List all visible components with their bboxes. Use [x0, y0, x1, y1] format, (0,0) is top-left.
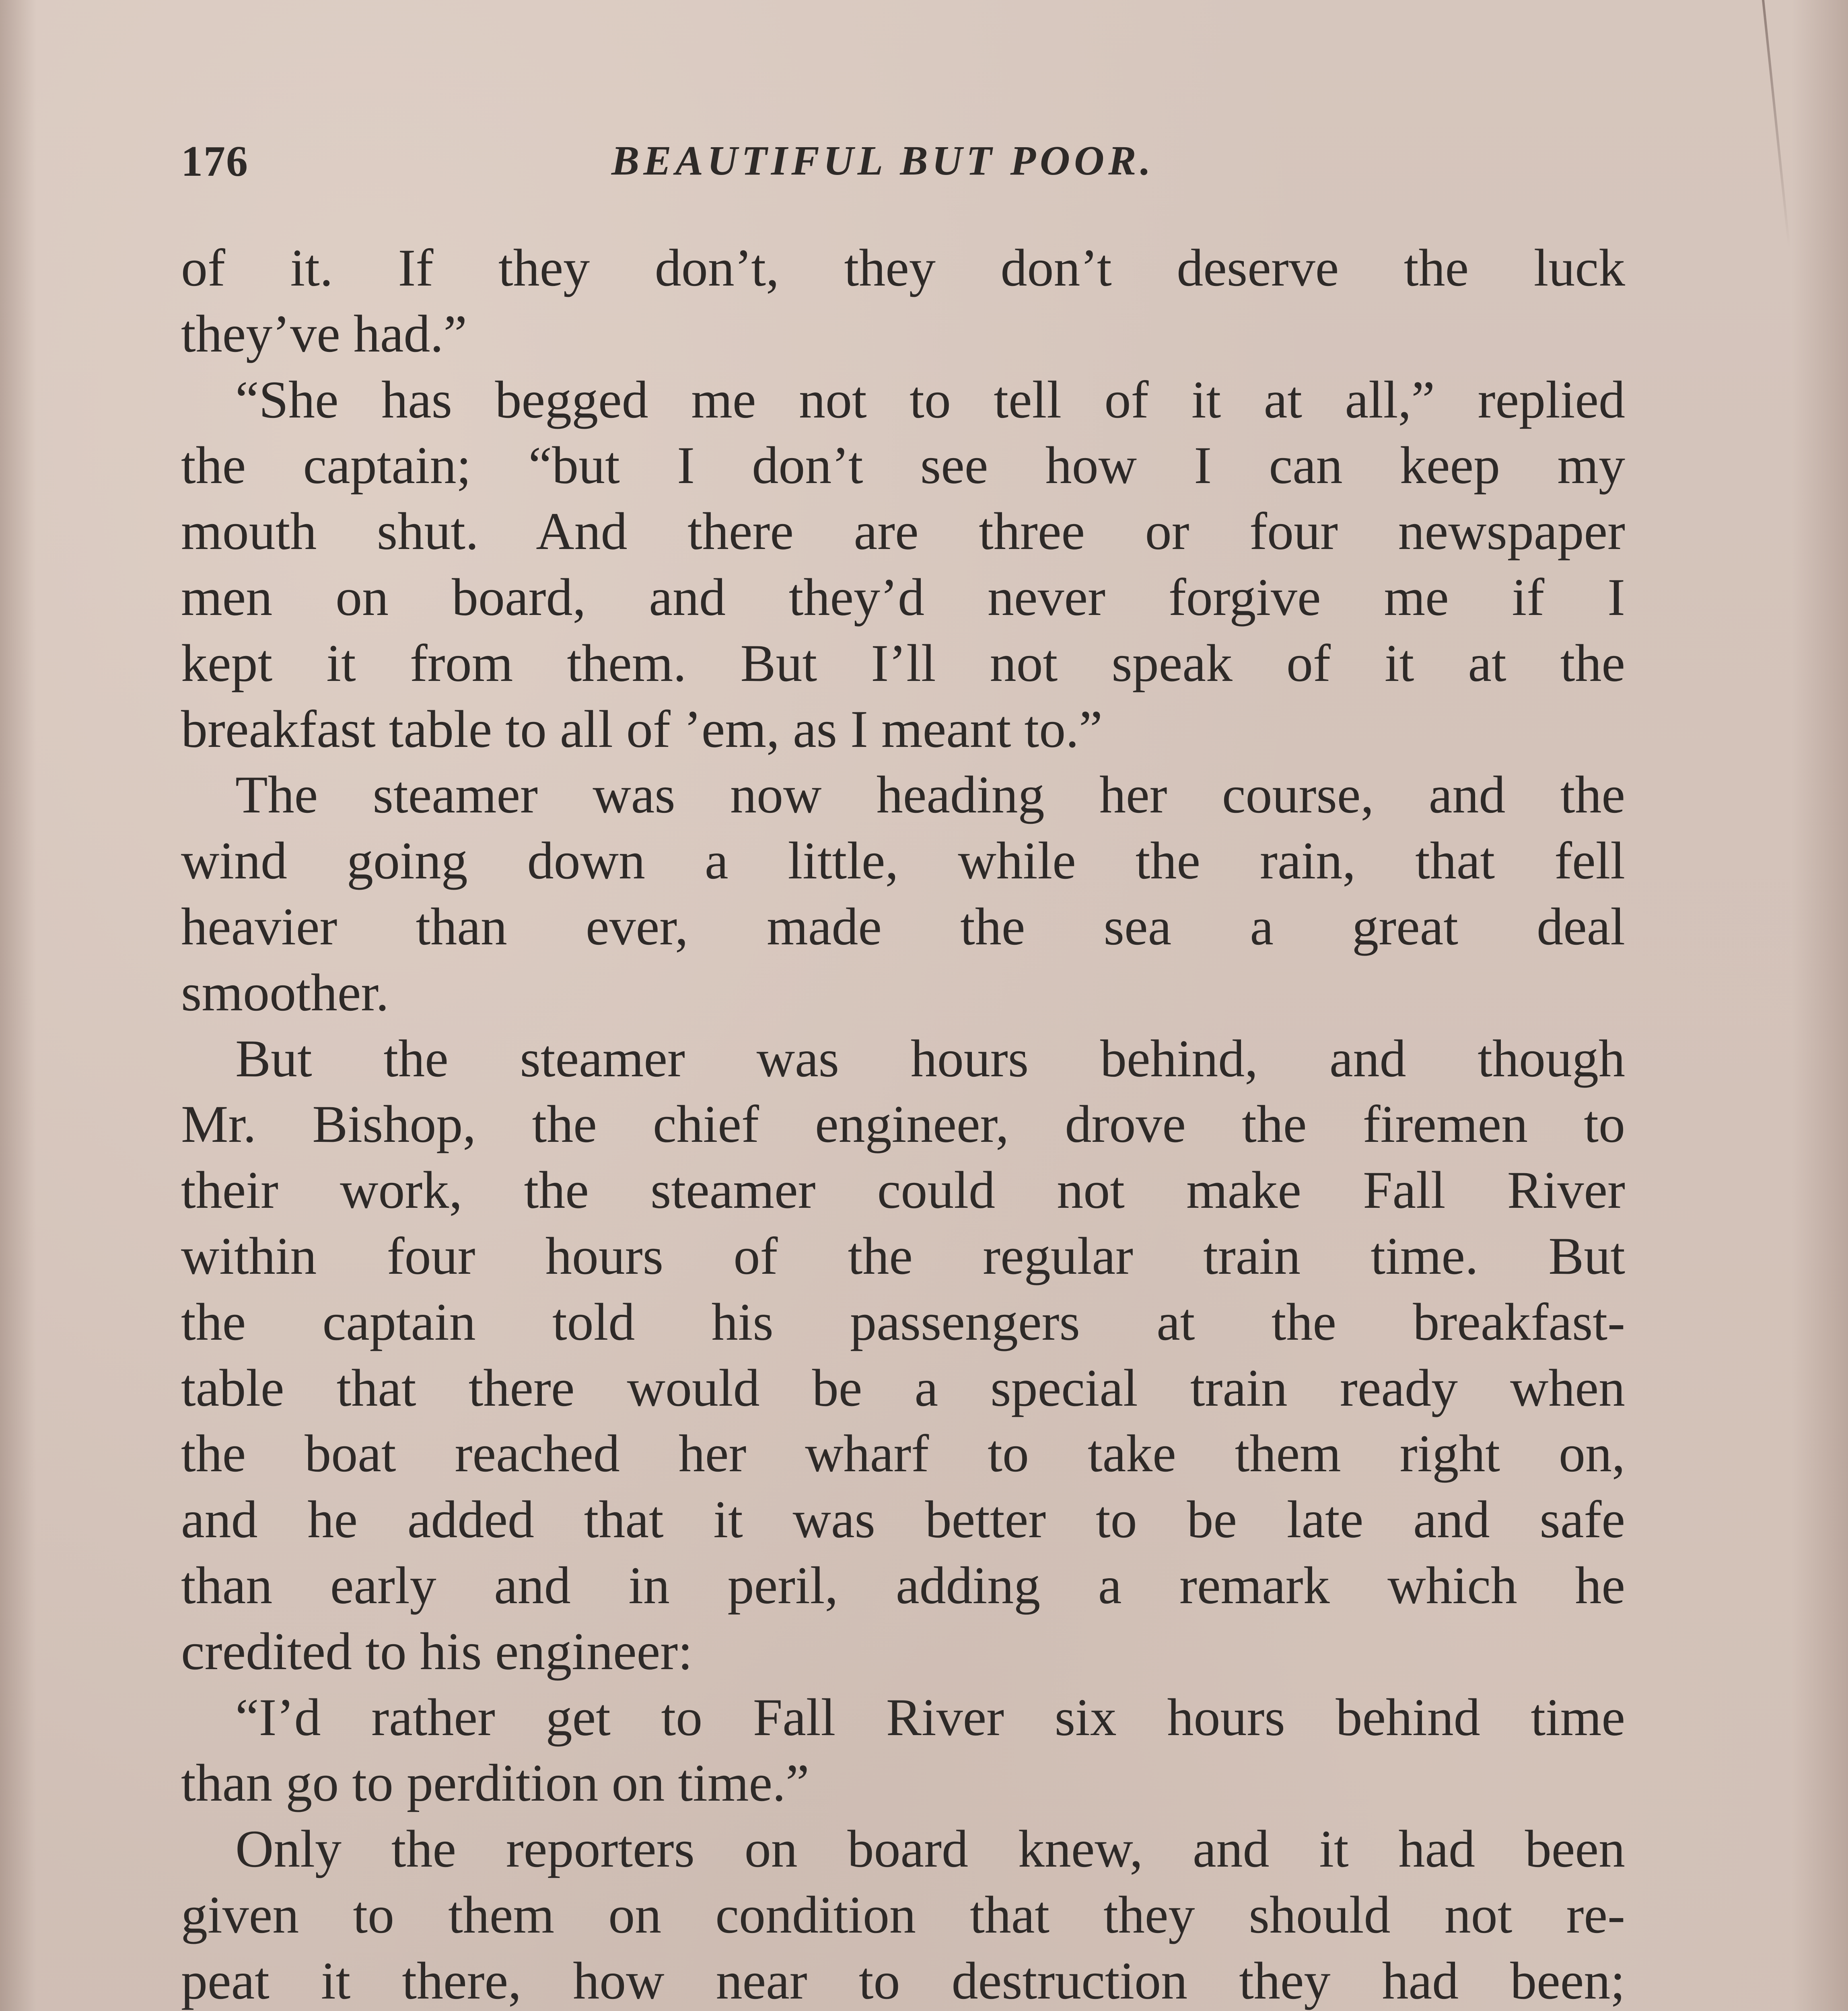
text-line: table that there would be a special train ready when: [181, 1358, 1625, 1417]
text-line: But the steamer was hours behind, and though: [235, 1028, 1625, 1088]
text-line: given to them on condition that they should not re-: [181, 1885, 1625, 1944]
text-line: than go to perdition on time.”: [181, 1753, 809, 1813]
text-line: men on board, and they’d never forgive me if I: [181, 567, 1625, 627]
text-line: “I’d rather get to Fall River six hours behind time: [235, 1687, 1625, 1747]
text-line: their work, the steamer could not make Fall River: [181, 1160, 1625, 1220]
page-header: [181, 137, 1625, 201]
text-line: the captain told his passengers at the breakfast-: [181, 1292, 1625, 1351]
running-title: BEAUTIFUL BUT POOR.: [611, 138, 1155, 184]
text-line: than early and in peril, adding a remark which he: [181, 1555, 1625, 1615]
text-line: breakfast table to all of ’em, as I meant to.”: [181, 699, 1103, 759]
page-edge-shadow-left: [0, 0, 36, 2011]
text-line: the captain; “but I don’t see how I can keep my: [181, 436, 1625, 495]
text-line: kept it from them. But I’ll not speak of it at the: [181, 633, 1625, 693]
text-line: wind going down a little, while the rain, that fell: [181, 831, 1625, 890]
text-line: and he added that it was better to be late and safe: [181, 1490, 1625, 1549]
body-text: [181, 235, 1625, 2011]
text-line: within four hours of the regular train time. But: [181, 1226, 1625, 1285]
text-line: peat it there, how near to destruction they had been;: [181, 1951, 1625, 2010]
page-number: 176: [181, 138, 249, 185]
page-edge-shadow-right: [1792, 0, 1848, 2011]
text-line: The steamer was now heading her course, and the: [235, 765, 1625, 825]
text-line: Only the reporters on board knew, and it had been: [235, 1819, 1625, 1879]
text-line: the boat reached her wharf to take them right on,: [181, 1424, 1625, 1483]
text-line: smoother.: [181, 962, 389, 1022]
text-line: they’ve had.”: [181, 304, 467, 363]
text-line: credited to his engineer:: [181, 1621, 693, 1681]
text-line: heavier than ever, made the sea a great deal: [181, 897, 1625, 956]
text-line: mouth shut. And there are three or four newspaper: [181, 502, 1625, 561]
text-line: of it. If they don’t, they don’t deserve the luck: [181, 238, 1625, 297]
text-line: Mr. Bishop, the chief engineer, drove the firemen to: [181, 1094, 1625, 1154]
page-crease: [1762, 0, 1790, 248]
text-line: “She has begged me not to tell of it at all,” replied: [235, 370, 1625, 429]
